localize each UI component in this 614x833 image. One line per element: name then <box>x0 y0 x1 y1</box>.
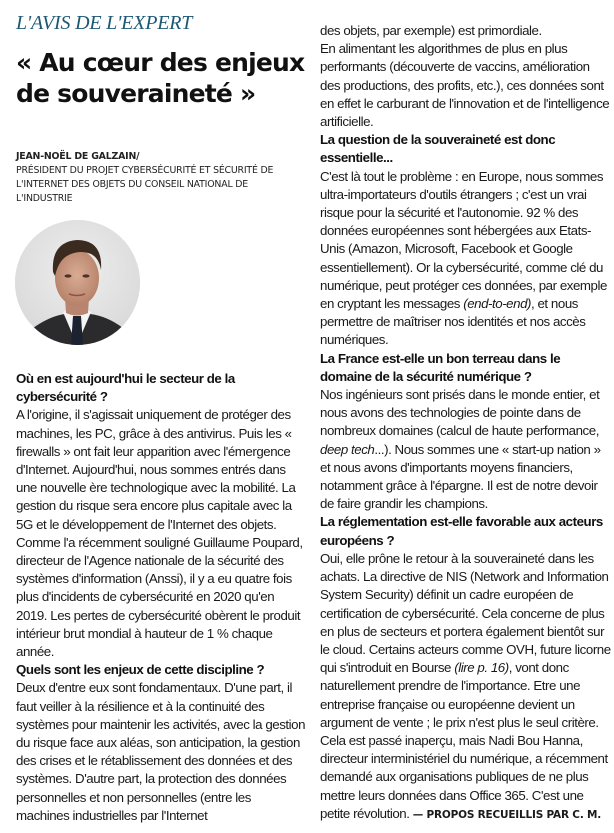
answer-text: , vont donc naturellement prendre de l'importance. Etre une entreprise française ou européenne devient un argument de vente ; le prix n'est plus le seul critère. Cela est passé inaperçu, mais Nadi Bou Hanna, directeur interministériel du numérique, a récemment demandé aux organisations publiques de ne plus mettre leurs données dans Office 365. C'est une petite révolution. <box>320 660 608 821</box>
author-photo <box>15 220 140 345</box>
question-heading: La France est-elle un bon terreau dans le domaine de la sécurité numérique ? <box>320 350 561 384</box>
answer-italic: deep tech <box>320 441 375 457</box>
portrait-photo-icon <box>15 220 140 345</box>
answer-italic: (lire p. 16) <box>454 660 509 676</box>
answer-italic: (end-to-end) <box>463 296 531 312</box>
article-headline: « Au cœur des enjeux de souveraineté » <box>16 48 305 108</box>
answer-paragraph: En alimentant les algorithmes de plus en plus performants (découverte de vaccins, amélioration des productions, des profits, etc.), ces données sont en effet le carburant de l'innovation et de l'intelligence artificielle. <box>320 41 610 130</box>
question-heading: La réglementation est-elle favorable aux acteurs européens ? <box>320 514 603 548</box>
answer-text: Nos ingénieurs sont prisés dans le monde entier, et nous avons des technologies de pointe dans de nombreux domaines (calcul de haute performance, <box>320 387 600 439</box>
author-title: PRÉSIDENT DU PROJET CYBERSÉCURITÉ ET SÉCURITÉ DE L'INTERNET DES OBJETS DU CONSEIL NATIONAL DE L'INDUSTRIE <box>16 165 274 204</box>
right-column-body <box>320 22 612 824</box>
answer-paragraph: Deux d'entre eux sont fondamentaux. D'une part, il faut veiller à la résilience et à la continuité des systèmes pour maintenir les activités, avec la gestion du risque face aux aléas, son anticipation, la gestion des crises et le rétablissement des données et des systèmes. D'autre part, la protection des données personnelles et non personnelles (entre les machines industrielles par l'Internet <box>16 680 306 823</box>
answer-text: ...). Nous sommes une « start-up nation » et nous avons d'importants moyens financiers, notamment grâce à l'épargne. Il est de notre devoir de faire grandir les champions. <box>320 441 601 512</box>
left-column-body <box>16 370 306 825</box>
author-byline <box>16 150 306 206</box>
question-heading: La question de la souveraineté est donc essentielle... <box>320 132 556 166</box>
article-kicker: L'AVIS DE L'EXPERT <box>16 12 193 34</box>
answer-paragraph <box>320 550 612 824</box>
answer-text: Oui, elle prône le retour à la souveraineté dans les achats. La directive de NIS (Network and Information System Security) définit un cadre européen de certification de cybersécurité. Cela concerne de plus en plus de secteurs et portera également bientôt sur le cloud. Certains acteurs comme OVH, future licorne qui s'introduit en Bourse <box>320 550 611 676</box>
answer-paragraph <box>320 168 612 350</box>
question-heading: Quels sont les enjeux de cette discipline ? <box>16 662 265 678</box>
answer-text: , et nous permettre de maîtriser nos identités et nos accès numériques. <box>320 296 586 348</box>
author-name: JEAN-NOËL DE GALZAIN/ <box>16 151 140 162</box>
answer-text: C'est là tout le problème : en Europe, nous sommes ultra-importateurs d'outils étrangers ; c'est un vrai risque pour la sécurité et l'autonomie. 92 % des données européennes sont hébergées aux Etats-Unis (Amazon, Microsoft, Facebook et Google essentiellement). Or la cybersécurité, comme clé du numérique, peut protéger ces données, par exemple en cryptant les messages <box>320 168 607 312</box>
article-credit: — PROPOS RECUEILLIS PAR C. M. <box>412 808 602 821</box>
answer-paragraph <box>320 386 612 513</box>
answer-paragraph: des objets, par exemple) est primordiale. <box>320 23 542 38</box>
answer-paragraph: A l'origine, il s'agissait uniquement de protéger des machines, les PC, grâce à des antivirus. Puis les « firewalls » ont fait leur apparition avec l'émergence d'Internet. Aujourd'hui, nous sommes entrés dans une nouvelle ère technologique avec la mobilité. La gestion du risque sera encore plus capitale avec la 5G et le développement de l'Internet des objets. Comme l'a récemment souligné Guillaume Poupard, directeur de l'Agence nationale de la sécurité des systèmes d'information (Anssi), il y a eu quatre fois plus d'incidents de cybersécurité en 2020 qu'en 2019. Les pertes de cybersécurité obèrent le produit intérieur brut mondial à hauteur de 1 % chaque année. <box>16 407 303 660</box>
question-heading: Où en est aujourd'hui le secteur de la cybersécurité ? <box>16 371 235 405</box>
